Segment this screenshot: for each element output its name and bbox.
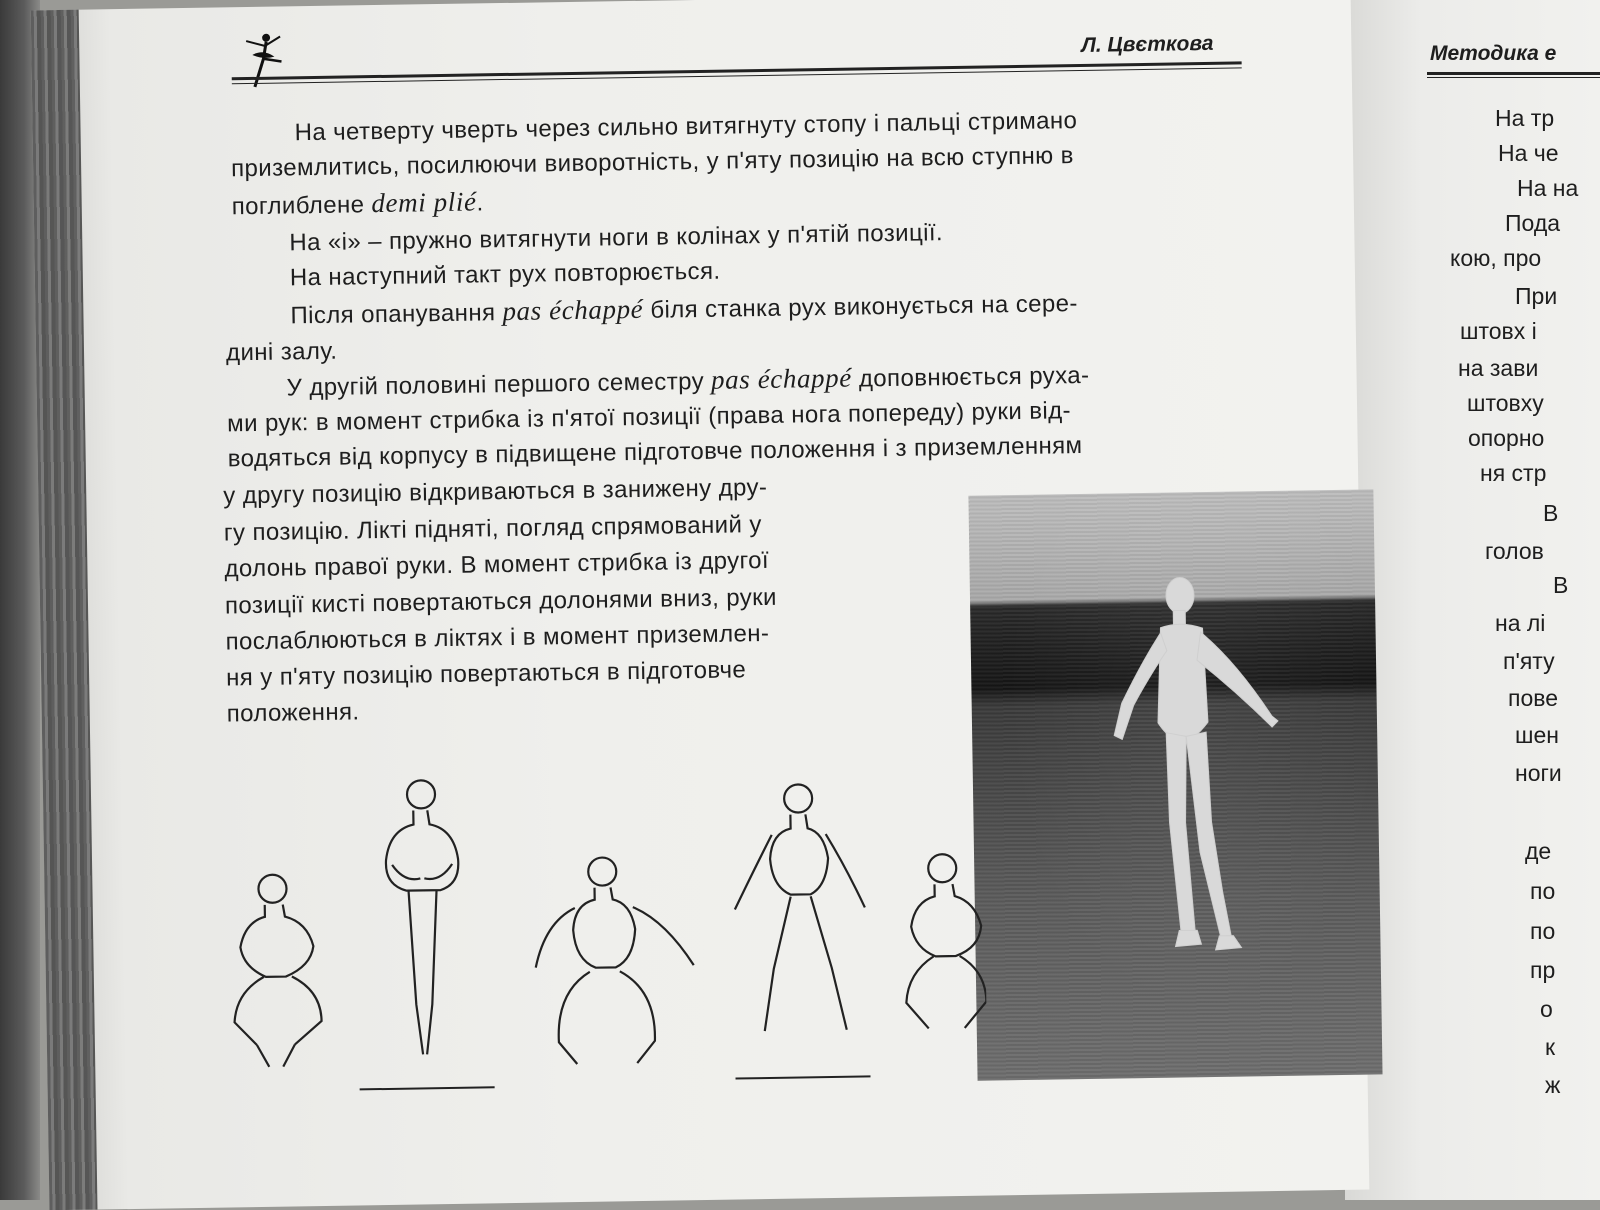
right-page-line: о — [1540, 996, 1553, 1022]
right-page-line: на лі — [1495, 610, 1546, 636]
right-running-head: Методика е — [1430, 42, 1557, 65]
right-page-line: по — [1530, 918, 1556, 944]
text-run: положення. — [226, 698, 360, 728]
right-page-line: опорно — [1468, 425, 1545, 451]
right-page-line: ж — [1545, 1072, 1561, 1098]
figure-demi-plie-fifth — [232, 874, 322, 1067]
right-page-line: де — [1525, 838, 1552, 864]
right-page-line: На тр — [1495, 105, 1555, 131]
right-header-rule-thin — [1427, 77, 1600, 78]
text-run: послаблюються в ліктях і в момент приземлен- — [225, 619, 770, 656]
term-italic: demi plié — [371, 186, 477, 219]
right-page-line: ноги — [1515, 760, 1562, 786]
figure-demi-plie-fifth-2 — [904, 854, 987, 1029]
right-page-line: На на — [1517, 175, 1579, 201]
right-page-line: В — [1543, 500, 1559, 526]
text-run: ня у п'яту позицію повертаються в підготовче — [225, 656, 747, 692]
right-page-line: пр — [1530, 957, 1556, 983]
text-run: На четверту чверть через сильно витягнуту стопу і пальці стримано — [294, 107, 1078, 147]
right-page-line: При — [1515, 283, 1558, 309]
body-line — [226, 693, 359, 732]
figure-second-position — [733, 783, 867, 1031]
right-page-line: На че — [1498, 140, 1559, 166]
position-figures — [223, 766, 988, 1108]
text-run: біля станка рух виконується на сере- — [643, 290, 1078, 324]
text-run: На наступний такт рух повторюється. — [289, 257, 721, 292]
dancer-silhouette — [968, 489, 1382, 1080]
book-binding — [31, 10, 98, 1210]
term-italic: pas échappé — [710, 362, 853, 395]
body-line — [226, 651, 747, 696]
right-page-line: штовх і — [1460, 318, 1537, 344]
figure-standing-releve — [385, 780, 462, 1055]
dancer-photo — [968, 489, 1382, 1080]
text-run: ми рук: в момент стрибка із п'ятої позиції (права нога попереду) руки від- — [226, 397, 1072, 438]
right-page-line: голов — [1485, 538, 1544, 564]
text-run: позиції кисті повертаються долонями вниз, руки — [224, 583, 778, 620]
body-line — [226, 333, 338, 372]
right-page-line: кою, про — [1450, 245, 1542, 271]
body-line — [231, 183, 483, 225]
text-run: . — [476, 189, 484, 217]
right-page-line: Пода — [1505, 210, 1561, 236]
text-run: у другу позицію відкриваються в занижену дру- — [223, 473, 768, 510]
text-run: доповнюється руха- — [851, 361, 1090, 393]
text-run: У другій половині першого семестру — [286, 367, 712, 402]
right-page-line: штовху — [1467, 390, 1544, 416]
right-page-line: В — [1553, 572, 1569, 598]
text-run: водяться від корпусу в підвищене підготовче положення і з приземленням — [227, 431, 1083, 473]
figure-demi-plie-second — [534, 856, 695, 1064]
right-page — [1345, 0, 1600, 1200]
text-run: приземлитись, посилюючи виворотність, у п'яту позицію на всю ступню в — [230, 142, 1074, 183]
text-run: Після опанування — [290, 299, 503, 330]
right-page-line: п'яту — [1503, 648, 1555, 674]
text-run: гу позицію. Лікті підняті, погляд спрямований у — [223, 511, 762, 547]
right-page-line: ня стр — [1480, 460, 1547, 486]
right-page-line: к — [1545, 1034, 1556, 1060]
text-run: долонь правої руки. В момент стрибка із другої — [224, 546, 770, 583]
right-page-line: пове — [1508, 685, 1558, 711]
right-page-line: шен — [1515, 722, 1559, 748]
left-page — [31, 0, 1370, 1210]
left-header-rule — [232, 61, 1242, 80]
right-page-line: на зави — [1458, 355, 1539, 381]
term-italic: pas échappé — [502, 293, 644, 327]
left-running-head: Л. Цвєткова — [1081, 31, 1214, 57]
text-run: На «і» – пружно витягнути ноги в колінах у п'ятій позиції. — [289, 219, 944, 257]
text-run: дині залу. — [225, 337, 338, 367]
text-run: поглиблене — [231, 191, 372, 221]
right-page-line: по — [1530, 878, 1556, 904]
right-header-rule — [1427, 72, 1600, 75]
